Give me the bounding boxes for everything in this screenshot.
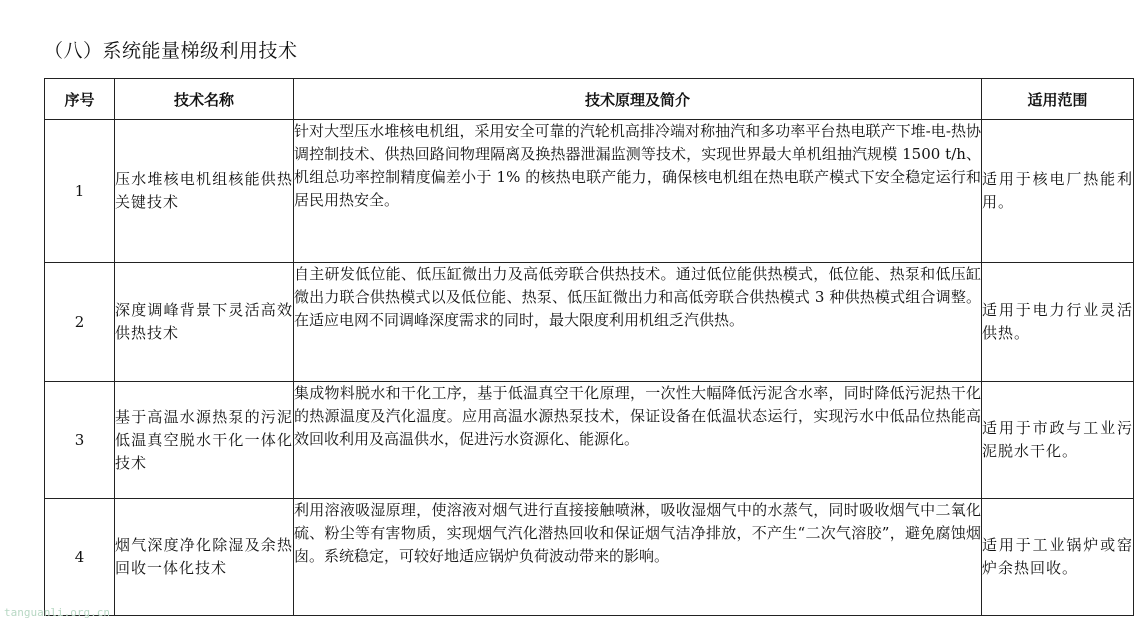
watermark: tanguanli.org.cn xyxy=(4,606,110,619)
row-number: 2 xyxy=(45,263,115,382)
row-number: 3 xyxy=(45,382,115,499)
technology-name: 压水堆核电机组核能供热关键技术 xyxy=(115,120,294,263)
header-desc: 技术原理及简介 xyxy=(294,79,982,120)
row-number: 4 xyxy=(45,499,115,616)
technology-name: 深度调峰背景下灵活高效供热技术 xyxy=(115,263,294,382)
header-name: 技术名称 xyxy=(115,79,294,120)
technology-name: 烟气深度净化除湿及余热回收一体化技术 xyxy=(115,499,294,616)
application-scope: 适用于市政与工业污泥脱水干化。 xyxy=(982,382,1134,499)
application-scope: 适用于电力行业灵活供热。 xyxy=(982,263,1134,382)
table-row xyxy=(45,382,1134,499)
table-row xyxy=(45,263,1134,382)
table-row xyxy=(45,499,1134,616)
header-no: 序号 xyxy=(45,79,115,120)
application-scope: 适用于工业锅炉或窑炉余热回收。 xyxy=(982,499,1134,616)
header-scope: 适用范围 xyxy=(982,79,1134,120)
technology-table xyxy=(44,78,1134,616)
row-number: 1 xyxy=(45,120,115,263)
technology-name: 基于高温水源热泵的污泥低温真空脱水干化一体化技术 xyxy=(115,382,294,499)
table-header-row xyxy=(45,79,1134,120)
technology-description: 集成物料脱水和干化工序，基于低温真空干化原理，一次性大幅降低污泥含水率，同时降低污泥热干化的热源温度及汽化温度。应用高温水源热泵技术，保证设备在低温状态运行，实现污水中低品位热能高效回收利用及高温供水，促进污水资源化、能源化。 xyxy=(294,382,982,499)
section-title: （八）系统能量梯级利用技术 xyxy=(44,40,298,62)
technology-description: 自主研发低位能、低压缸微出力及高低旁联合供热技术。通过低位能供热模式，低位能、热泵和低压缸微出力联合供热模式以及低位能、热泵、低压缸微出力和高低旁联合供热模式 3 种供热模式组合调整。在适应电网不同调峰深度需求的同时，最大限度利用机组乏汽供热。 xyxy=(294,263,982,382)
table-row xyxy=(45,120,1134,263)
technology-description: 利用溶液吸湿原理，使溶液对烟气进行直接接触喷淋，吸收湿烟气中的水蒸气，同时吸收烟气中二氧化硫、粉尘等有害物质，实现烟气汽化潜热回收和保证烟气洁净排放，不产生“二次气溶胶”，避免腐蚀烟囱。系统稳定，可较好地适应锅炉负荷波动带来的影响。 xyxy=(294,499,982,616)
technology-description: 针对大型压水堆核电机组，采用安全可靠的汽轮机高排冷端对称抽汽和多功率平台热电联产下堆-电-热协调控制技术、供热回路间物理隔离及换热器泄漏监测等技术，实现世界最大单机组抽汽规模 1500 t/h、机组总功率控制精度偏差小于 1% 的核热电联产能力，确保核电机组在热电联产模式下安全稳定运行和居民用热安全。 xyxy=(294,120,982,263)
application-scope: 适用于核电厂热能利用。 xyxy=(982,120,1134,263)
